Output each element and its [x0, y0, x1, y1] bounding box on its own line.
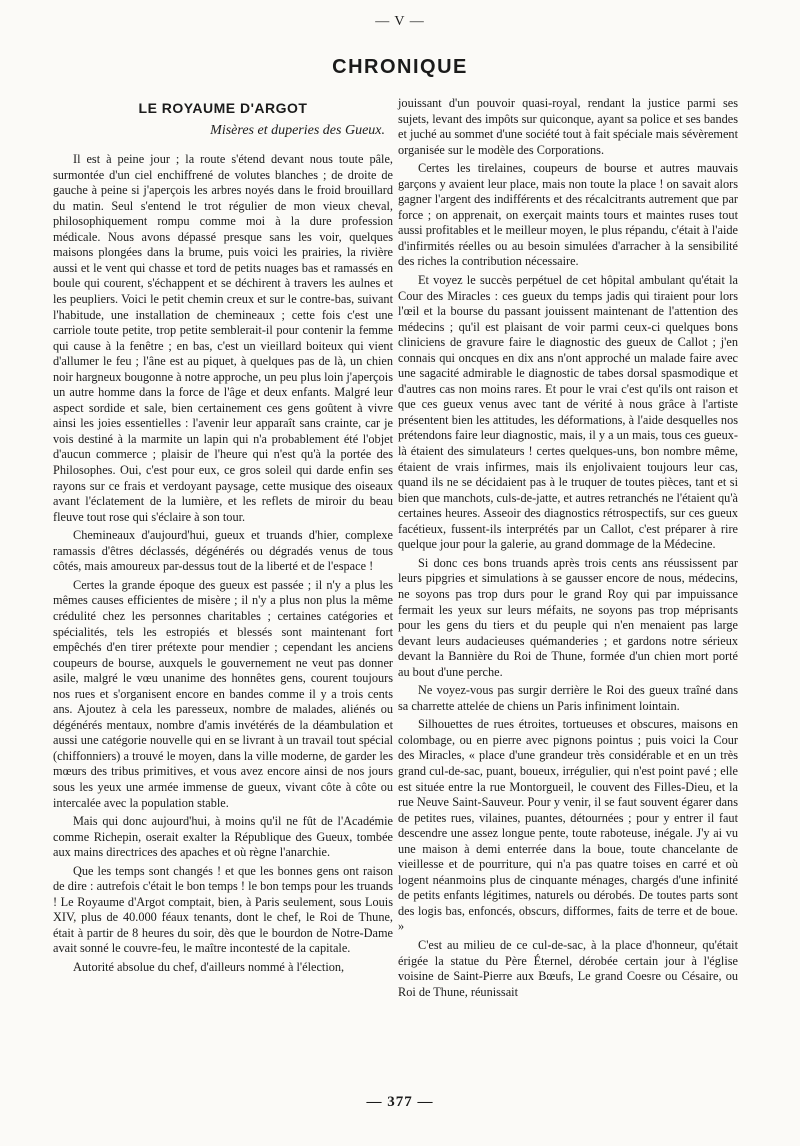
article-title: LE ROYAUME D'ARGOT [138, 100, 308, 116]
paragraph: Chemineaux d'aujourd'hui, gueux et truands d'hier, complexe ramassis d'êtres déclassés, dégénérés ou dégradés venus de tous côtés, mais amoureux par-dessus tout de la liberté et de l'espace ! [53, 528, 393, 574]
paragraph: Autorité absolue du chef, d'ailleurs nommé à l'élection, [73, 959, 345, 974]
paragraph: Que les temps sont changés ! et que les bonnes gens ont raison de dire : autrefois c'était le bon temps ! le bon temps pour les truands ! Le Royaume d'Argot comptait, bien, à Paris seulement, sous Louis XIV, plus de 40.000 féaux tenants, dont le chef, le Roi de Thune, était à partir de 8 heures du soir, dès que le bourdon de Notre-Dame avait sonné le couvre-feu, le maître incontesté de la capitale. [53, 863, 393, 956]
page-number: — 377 — [366, 1094, 434, 1110]
page-header: — V — [375, 14, 425, 29]
left-column [53, 96, 393, 979]
right-column [398, 96, 738, 1003]
paragraph: Ne voyez-vous pas surgir derrière le Roi des gueux traîné dans sa charrette attelée de chiens un Paris infiniment lointain. [398, 683, 738, 713]
section-title: CHRONIQUE [332, 56, 468, 78]
article-subtitle: Misères et duperies des Gueux. [210, 122, 385, 138]
paragraph: Certes les tirelaines, coupeurs de bourse et autres mauvais garçons y avaient leur place, mais non toute la place ! on savait alors gagner l'argent des indifférents et des récalcitrants autrement que par force ; on apprenait, on exerçait maints tours et maintes ruses tout aussi profitables et le meilleur moyen, le plus répandu, c'était à l'aide d'infirmités réelles ou au besoin simulées d'arracher à la sensibilité des riches la contribution nécessaire. [398, 161, 738, 269]
paragraph: jouissant d'un pouvoir quasi-royal, rendant la justice parmi ses sujets, levant des impôts sur quiconque, ayant sa police et ses bandes et juché au sommet d'une société tout à fait spéciale mais sévèrement organisée sur le modèle des Corporations. [398, 96, 738, 157]
paragraph: Si donc ces bons truands après trois cents ans réussissent par leurs pipgries et simulations à se gausser encore de nous, médecins, ne soyons pas trop durs pour le grand Roy qui par impuissance fermait les yeux sur leurs méfaits, ne soyons pas trop méprisants pour les gens du tiers et du peuple qui n'en menaient pas large devant leurs audacieuses quémanderies ; et gardons notre sérieux devant la Bannière du Roi de Thune, formée d'un chien mort porté au bout d'une perche. [398, 555, 738, 679]
paragraph: Mais qui donc aujourd'hui, à moins qu'il ne fût de l'Académie comme Richepin, oserait exalter la République des Gueux, tombée aux mains directrices des apaches et où règne l'anarchie. [53, 814, 393, 860]
paragraph: Certes la grande époque des gueux est passée ; il n'y a plus les mêmes causes efficientes de misère ; il n'y a plus non plus la même crédulité chez les personnes charitables ; certaines catégories et spécialités, tels les estropiés et blessés sont maintenant fort empêchés d'en tirer prétexte pour mendier ; cependant les anciens coupeurs de bourse, auxquels le gouvernement ne veut pas donner asile, malgré le vœu unanime des honnêtes gens, courent toujours nos rues et s'organisent encore en bandes comme il y a trois cents ans. Ajoutez à cela les paresseux, nombre de malades, aliénés ou dégénérés mentaux, nombre d'amis invétérés de la déambulation et aussi une catégorie nouvelle qui en se livrant à un travail tout spécial (chiffonniers) a trouvé le moyen, dans la ville moderne, de garder les mœurs des tribus primitives, et vous avez encore ainsi de nos jours sous les yeux une armée immense de gueux, vivant côte à côte ou intercalée avec la population stable. [53, 577, 393, 810]
paragraph: C'est au milieu de ce cul-de-sac, à la place d'honneur, qu'était érigée la statue du Père Éternel, dérobée certain jour à l'église voisine de Saint-Pierre aux Bœufs, Le grand Coesre ou Césaire, ou Roi de Thune, réunissait [398, 937, 738, 999]
paragraph: Silhouettes de rues étroites, tortueuses et obscures, maisons en colombage, ou en pierre avec pignons pointus ; puis voici la Cour des Miracles, « place d'une grandeur très considérable et en un très grand cul-de-sac, puant, boueux, irrégulier, qui n'est point pavé ; elle est située entre la rue Montorgueil, le couvent des Filles-Dieu, et la rue Neuve Saint-Sauveur. Pour y venir, il se faut souvent égarer dans de petites rues, vilaines, puantes, détournées ; pour y entrer il faut descendre une assez longue pente, toute raboteuse, inégale. J'y ai vu une maison à demi enterrée dans la boue, toute chancelante de vieillesse et de pourriture, qui n'a pas quatre toises en carré et où logent néanmoins plus de cinquante ménages, chargés d'une infinité de petits enfants légitimes, naturels ou dérobés. De toutes parts sont des logis bas, enfoncés, obscurs, difformes, faits de terre et de boue. » [398, 717, 738, 934]
paragraph: Et voyez le succès perpétuel de cet hôpital ambulant qu'était la Cour des Miracles : ces gueux du temps jadis qui tiraient pour lors l'œil et la bourse du passant jouissent maintenant de l'attention des médecins ; qu'il est plaisant de voir parmi ceux-ci quelques bons cliniciens de gravure faire le diagnostic des gueux de Callot ; j'en connais qui oncques en dix ans n'ont approché un malade faire avec une sagacité admirable le diagnostic de tabes dorsal spasmodique et d'autres cas non moins rares. Et pour le vrai c'est qu'ils ont raison et que ces gueux venus avec tant de vérité à nous grâce à l'artiste présentent bien les attitudes, les déformations, à l'aide desquelles nos prétendons faire leur diagnostic, mais, il y a un mais, tous ces gueux-là étaient des simulateurs ! certes quelques-uns, bon nombre même, étaient de vrais infirmes, mais ils enjolivaient toujours leur cas, quand ils ne se décidaient pas à le truquer de toutes pièces, tant et si bien que manchots, culs-de-jatte, et autres retranchés ne l'étaient qu'à certaines heures. Asseoir des diagnostics rétrospectifs, sur ces gueux facétieux, fussent-ils interprétés par un Callot, c'est préparer à rire quelque jour pour la galerie, au grand dommage de la Médecine. [398, 273, 738, 552]
paragraph: Il est à peine jour ; la route s'étend devant nous toute pâle, surmontée d'un ciel enchiffrené de volutes blanches ; de droite de gauche à peine si j'aperçois les arbres noyés dans le froid brouillard du matin. Seul s'entend le trot régulier de mon vieux cheval, philosophiquement rompu comme moi à la dure profession médicale. Nous avons dépassé presque sans les voir, quelques maisons plongées dans la brume, puis voici les prairies, la rivière aussi et le vent qui chasse et tord de petits nuages bas et ramassés en boule qui courent, s'échappent et se déchirent à travers les aulnes et les peupliers. Voici le petit chemin creux et sur le contre-bas, suivant l'habitude, une installation de chemineaux ; cette fois c'est une carriole toute petite, trop petite semblerait-il pour contenir la femme qui cause à la fenêtre ; en bas, c'est un vieillard boiteux qui vient d'allumer le feu ; l'âne est au piquet, à quelques pas de là, un chien noir hargneux bougonne à notre approche, un peu plus loin j'aperçois un autre homme dans la force de l'âge et deux enfants. Malgré leur aspect sordide et sale, bien certainement ces gens goûtent à vivre ainsi les joies essentielles : l'avenir leur apparaît sans crainte, car je vois destiné à la marmite un lapin qui n'a probablement été l'objet d'aucun commerce ; plaisir de l'heure qui n'est qu'à la portée des Philosophes. Oui, c'est pour eux, ce gros soleil qui darde enfin ses rayons sur ce frais et verdoyant paysage, cette musique des oiseaux avant l'éclatement de la lumière, et les reflets de miroir du beau fleuve tout rose qui s'éclaire à son tour. [53, 152, 393, 524]
